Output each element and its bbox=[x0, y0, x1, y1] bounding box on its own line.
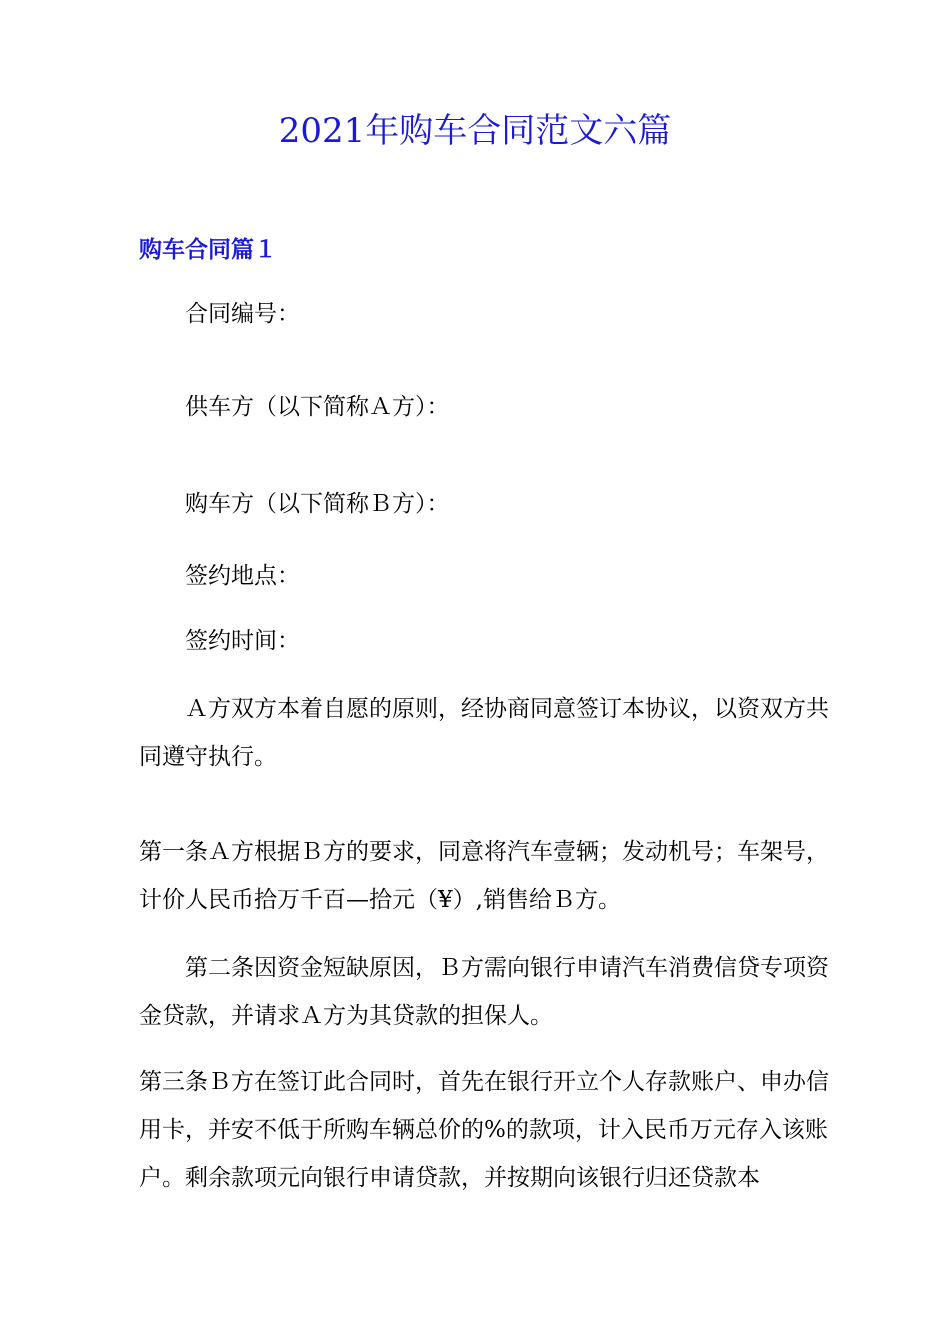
field-supplier-party-a: 供车方（以下简称Ａ方）： bbox=[185, 394, 450, 420]
field-signing-time: 签约时间： bbox=[185, 628, 300, 654]
field-signing-place: 签约地点： bbox=[185, 563, 300, 589]
article-2-paragraph: 第二条因资金短缺原因，Ｂ方需向银行申请汽车消费信贷专项资金贷款，并请求Ａ方为其贷款的担保人。 bbox=[139, 955, 829, 1029]
article-3-paragraph: 第三条Ｂ方在签订此合同时，首先在银行开立个人存款账户、申办信用卡，并安不低于所购车辆总价的%的款项，计入民币万元存入该账户。剩余款项元向银行申请贷款，并按期向该银行归还贷款本 bbox=[139, 1069, 829, 1191]
article-1-paragraph: 第一条Ａ方根据Ｂ方的要求，同意将汽车壹辆；发动机号；车架号，计价人民币拾万千百—拾元（¥）,销售给Ｂ方。 bbox=[139, 839, 829, 913]
section-heading: 购车合同篇１ bbox=[139, 237, 277, 263]
field-contract-number: 合同编号： bbox=[185, 301, 300, 327]
intro-paragraph: Ａ方双方本着自愿的原则，经协商同意签订本协议，以资双方共同遵守执行。 bbox=[139, 696, 829, 770]
field-buyer-party-b: 购车方（以下简称Ｂ方）： bbox=[185, 491, 450, 517]
document-title: 2021年购车合同范文六篇 bbox=[278, 111, 672, 151]
